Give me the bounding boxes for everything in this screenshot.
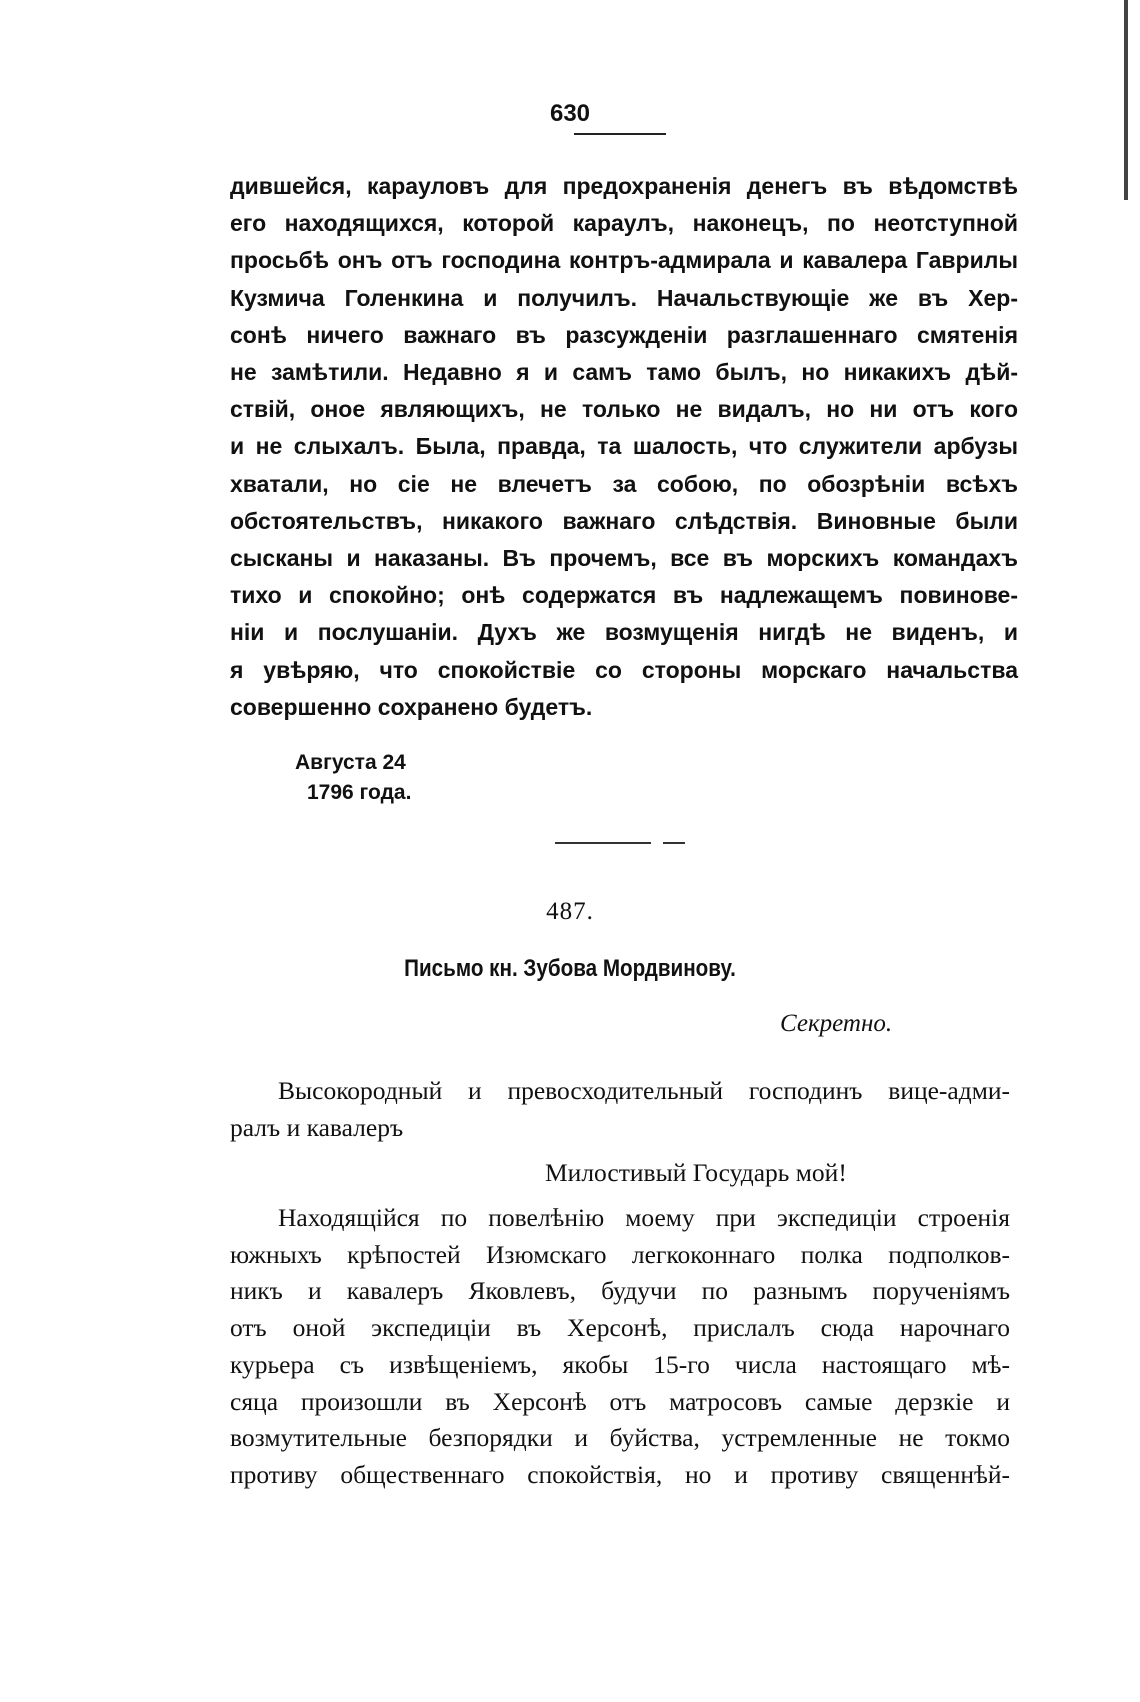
- text-line: сонѣ ничего важнаго въ разсужденіи разглашеннаго смятенія: [230, 321, 1018, 348]
- text-line: я увѣряю, что спокойствіе со стороны морскаго начальства: [230, 656, 1018, 683]
- secret-mark: Секретно.: [780, 1010, 893, 1037]
- text-line: ствій, оное являющихъ, не только не видалъ, но ни отъ кого: [230, 396, 1018, 423]
- address-line: Высокородный и превосходительный господинъ вице-адми-: [278, 1076, 1010, 1105]
- text-line: и не слыхалъ. Была, правда, та шалость, что служители арбузы: [230, 433, 1018, 460]
- text-line: отъ оной экспедиціи въ Херсонѣ, прислалъ сюда нарочнаго: [230, 1313, 1010, 1343]
- address-line: ралъ и кавалеръ: [230, 1113, 404, 1143]
- page-number: 630: [549, 100, 591, 127]
- text-line: обстоятельствъ, никакого важнаго слѣдствія. Виновные были: [230, 507, 1018, 534]
- text-line: возмутительные безпорядки и буйства, устремленные не токмо: [230, 1423, 1010, 1453]
- section-separator: [555, 842, 685, 844]
- text-line: курьера съ извѣщеніемъ, якобы 15-го числа настоящаго мѣ-: [230, 1349, 1010, 1379]
- date-year: 1796 года.: [307, 781, 412, 804]
- text-line: Кузмича Голенкина и получилъ. Начальствующіе же въ Хер-: [230, 284, 1018, 311]
- text-line: противу общественнаго спокойствія, но и противу священнѣй-: [230, 1459, 1010, 1489]
- page-number-rule: [574, 133, 666, 135]
- document-title: Письмо кн. Зубова Мордвинову.: [404, 955, 736, 982]
- text-line: хватали, но сіе не влечетъ за собою, по обозрѣніи всѣхъ: [230, 470, 1018, 497]
- text-line: не замѣтили. Недавно я и самъ тамо былъ, но никакихъ дѣй-: [230, 359, 1018, 386]
- text-line: просьбѣ онъ отъ господина контръ-адмирала и кавалера Гаврилы: [230, 247, 1018, 274]
- text-line: никъ и кавалеръ Яковлевъ, будучи по разнымъ порученіямъ: [230, 1276, 1010, 1306]
- document-number: 487.: [546, 898, 594, 925]
- letter-address: [230, 1072, 1010, 1146]
- text-line: Находящійся по повелѣнію моему при экспедиціи строенія: [278, 1203, 1010, 1232]
- letter-body: [230, 1200, 1010, 1494]
- text-line: ніи и послушаніи. Духъ же возмущенія нигдѣ не виденъ, и: [230, 619, 1018, 646]
- text-line: дившейся, карауловъ для предохраненія денегъ въ вѣдомствѣ: [230, 173, 1018, 199]
- text-line: сысканы и наказаны. Въ прочемъ, все въ морскихъ командахъ: [230, 545, 1018, 572]
- text-line: совершенно сохранено будетъ.: [230, 693, 593, 720]
- date-day: Августа 24: [295, 751, 406, 774]
- report-date: [295, 748, 411, 808]
- text-line: сяца произошли въ Херсонѣ отъ матросовъ самые дерзкіе и: [230, 1386, 1010, 1416]
- text-line: южныхъ крѣпостей Изюмскаго легкоконнаго полка подполков-: [230, 1239, 1010, 1269]
- text-line: его находящихся, которой караулъ, наконецъ, по неотступной: [230, 210, 1018, 237]
- continued-report-text: [230, 168, 1018, 726]
- salutation: Милостивый Государь мой!: [545, 1158, 847, 1187]
- text-line: тихо и спокойно; онѣ содержатся въ надлежащемъ повинове-: [230, 582, 1018, 609]
